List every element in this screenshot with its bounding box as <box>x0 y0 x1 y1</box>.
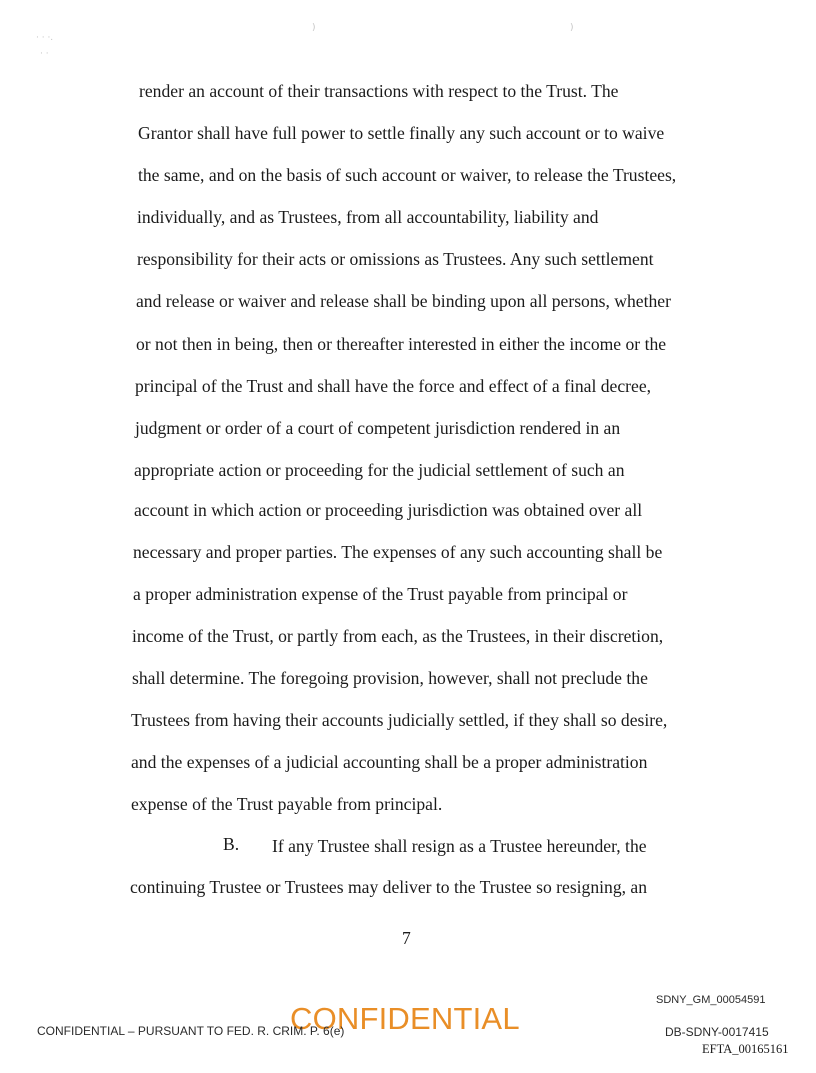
body-line: responsibility for their acts or omissions as Trustees. Any such settlement <box>137 249 654 269</box>
confidential-notice: CONFIDENTIAL – PURSUANT TO FED. R. CRIM. P. 6(e) <box>37 1024 345 1038</box>
body-line: judgment or order of a court of competent jurisdiction rendered in an <box>135 418 621 438</box>
body-line: individually, and as Trustees, from all accountability, liability and <box>137 207 599 227</box>
scan-artifact: · · ·. <box>36 33 54 43</box>
confidential-stamp: CONFIDENTIAL <box>290 1001 520 1036</box>
body-line: If any Trustee shall resign as a Trustee hereunder, the <box>272 836 647 856</box>
body-line: Grantor shall have full power to settle finally any such account or to waive <box>138 123 665 143</box>
body-line: and the expenses of a judicial accounting shall be a proper administration <box>131 752 648 772</box>
body-line: continuing Trustee or Trustees may deliver to the Trustee so resigning, an <box>130 877 648 897</box>
body-line: necessary and proper parties. The expenses of any such accounting shall be <box>133 542 663 562</box>
body-line: appropriate action or proceeding for the judicial settlement of such an <box>134 460 625 480</box>
bates-db-sdny: DB-SDNY-0017415 <box>665 1025 769 1039</box>
body-line: render an account of their transactions with respect to the Trust. The <box>139 81 619 101</box>
scan-artifact: ) <box>312 23 316 33</box>
body-line: shall determine. The foregoing provision, however, shall not preclude the <box>132 668 648 688</box>
body-line: or not then in being, then or thereafter interested in either the income or the <box>136 334 667 354</box>
bates-sdny-gm: SDNY_GM_00054591 <box>656 994 766 1006</box>
scan-artifact: · · <box>40 49 49 59</box>
body-line: expense of the Trust payable from principal. <box>131 794 443 814</box>
body-line: the same, and on the basis of such account or waiver, to release the Trustees, <box>138 165 677 185</box>
body-line: a proper administration expense of the Trust payable from principal or <box>133 584 628 604</box>
scan-artifact: ) <box>570 23 574 33</box>
efta-id: EFTA_00165161 <box>702 1042 789 1056</box>
body-line: income of the Trust, or partly from each, as the Trustees, in their discretion, <box>132 626 664 646</box>
body-line: and release or waiver and release shall be binding upon all persons, whether <box>136 291 671 311</box>
body-line: account in which action or proceeding jurisdiction was obtained over all <box>134 500 643 520</box>
body-line: principal of the Trust and shall have the force and effect of a final decree, <box>135 376 652 396</box>
page-number: 7 <box>402 928 411 948</box>
body-line: Trustees from having their accounts judicially settled, if they shall so desire, <box>131 710 668 730</box>
paragraph-label: B. <box>223 834 240 854</box>
